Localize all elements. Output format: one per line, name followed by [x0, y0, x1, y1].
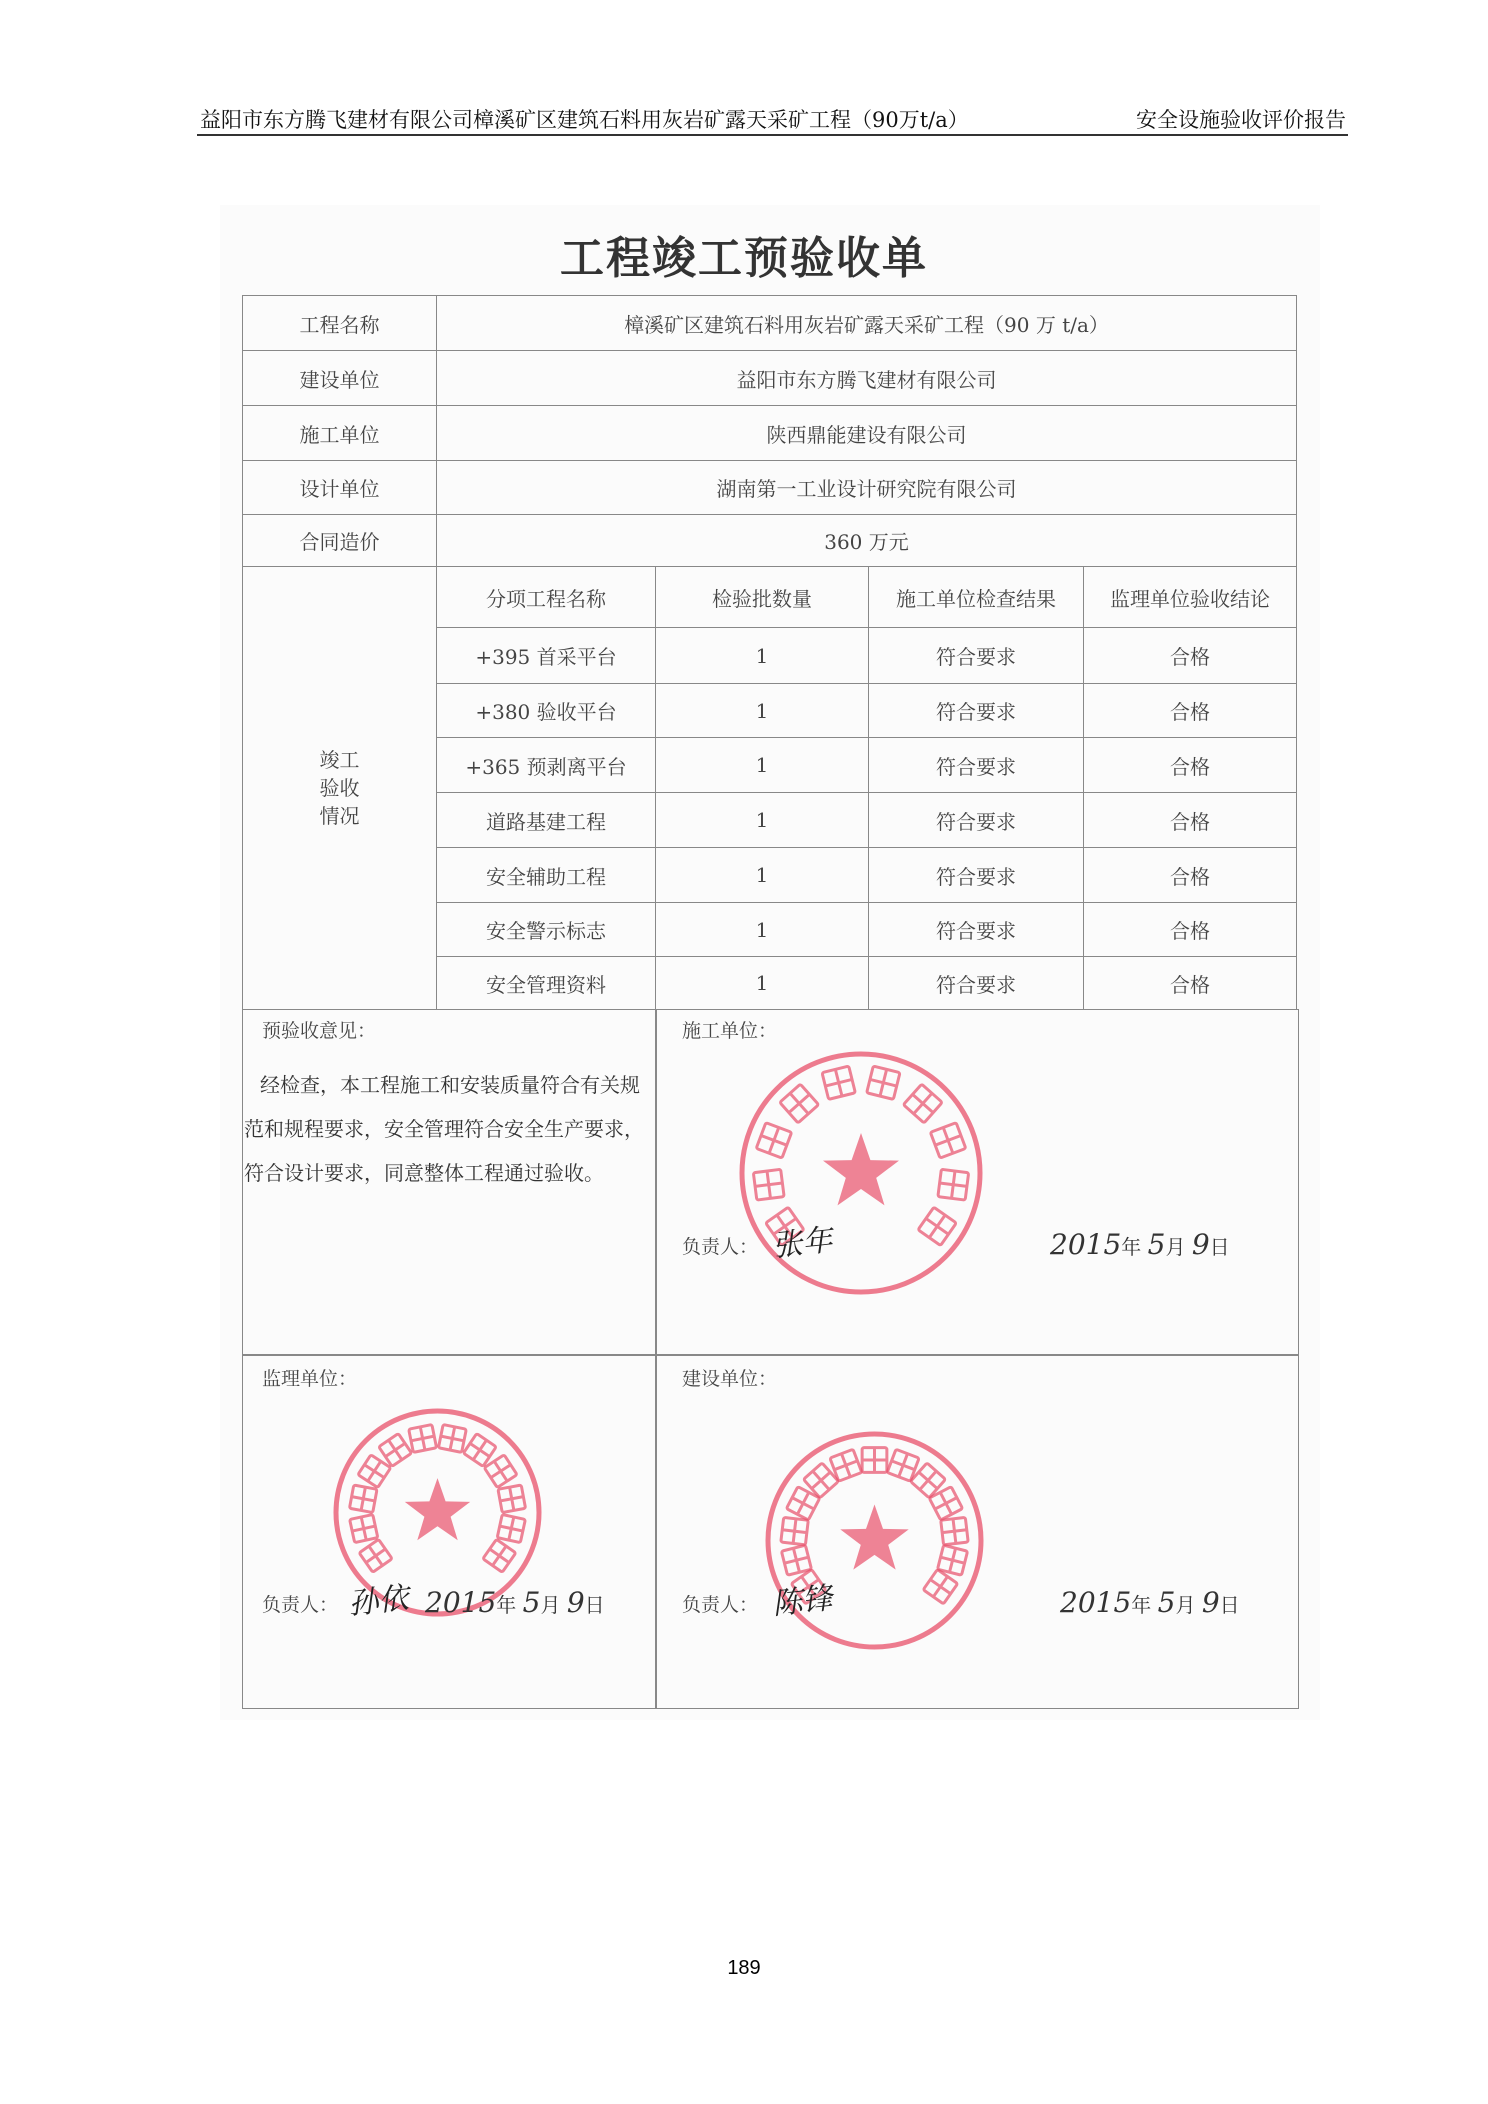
builder-label: 建设单位：	[682, 1368, 778, 1390]
row-value: 益阳市东方腾飞建材有限公司	[436, 350, 1297, 406]
sub-cell: 合格	[1083, 683, 1297, 738]
builder-date: 2015年 5月 9日	[1060, 1586, 1240, 1619]
row-label: 设计单位	[242, 460, 437, 515]
row-label: 工程名称	[242, 295, 437, 351]
row-value: 360 万元	[436, 514, 1297, 567]
sub-cell: 合格	[1083, 737, 1297, 793]
sub-cell: 合格	[1083, 792, 1297, 848]
row-value: 樟溪矿区建筑石料用灰岩矿露天采矿工程（90 万 t/a）	[436, 295, 1297, 351]
sub-header: 施工单位检查结果	[868, 566, 1084, 628]
builder-person-label: 负责人：	[682, 1594, 759, 1616]
star-icon	[405, 1478, 470, 1540]
sub-cell: 1	[655, 902, 869, 957]
header-left: 益阳市东方腾飞建材有限公司樟溪矿区建筑石料用灰岩矿露天采矿工程（90万t/a）	[200, 108, 969, 132]
sub-cell: 合格	[1083, 956, 1297, 1010]
star-icon	[823, 1133, 899, 1205]
construction-signature: 张年	[770, 1222, 835, 1265]
sub-cell: 符合要求	[868, 792, 1084, 848]
star-icon	[840, 1505, 908, 1570]
opinion-label: 预验收意见：	[262, 1020, 377, 1042]
sub-cell: 1	[655, 627, 869, 684]
supervision-date: 2015年 5月 9日	[425, 1586, 605, 1619]
form-title: 工程竣工预验收单	[560, 233, 928, 284]
sub-header: 监理单位验收结论	[1083, 566, 1297, 628]
sub-cell: 符合要求	[868, 627, 1084, 684]
sub-cell: 合格	[1083, 847, 1297, 903]
sub-cell: 符合要求	[868, 902, 1084, 957]
header-right: 安全设施验收评价报告	[1136, 108, 1346, 132]
row-label: 合同造价	[242, 514, 437, 567]
sub-cell: 安全管理资料	[436, 956, 656, 1010]
sub-cell: 1	[655, 792, 869, 848]
sub-cell: 符合要求	[868, 847, 1084, 903]
sub-cell: 1	[655, 683, 869, 738]
sub-header: 分项工程名称	[436, 566, 656, 628]
opinion-text: 经检查，本工程施工和安装质量符合有关规范和规程要求，安全管理符合安全生产要求，符合设计要求，同意整体工程通过验收。	[244, 1073, 644, 1185]
header-rule	[197, 134, 1348, 136]
row-label: 建设单位	[242, 350, 437, 406]
builder-signature: 陈锋	[770, 1580, 835, 1623]
construction-date: 2015年 5月 9日	[1050, 1228, 1230, 1261]
sub-cell: 安全警示标志	[436, 902, 656, 957]
sub-cell: 符合要求	[868, 683, 1084, 738]
sub-cell: 1	[655, 956, 869, 1010]
sub-cell: 合格	[1083, 902, 1297, 957]
sub-cell: +395 首采平台	[436, 627, 656, 684]
sub-cell: +380 验收平台	[436, 683, 656, 738]
supervision-signature: 孙依	[346, 1580, 411, 1623]
page-number: 189	[727, 1957, 761, 1979]
sub-cell: 1	[655, 737, 869, 793]
sub-cell: +365 预剥离平台	[436, 737, 656, 793]
sub-cell: 符合要求	[868, 956, 1084, 1010]
sub-cell: 合格	[1083, 627, 1297, 684]
construction-person-label: 负责人：	[682, 1236, 759, 1258]
sub-cell: 道路基建工程	[436, 792, 656, 848]
row-value: 陕西鼎能建设有限公司	[436, 405, 1297, 461]
sub-cell: 安全辅助工程	[436, 847, 656, 903]
completion-label: 竣工 验收 情况	[242, 566, 437, 1010]
row-value: 湖南第一工业设计研究院有限公司	[436, 460, 1297, 515]
sub-cell: 1	[655, 847, 869, 903]
supervision-label: 监理单位：	[262, 1368, 358, 1390]
sub-cell: 符合要求	[868, 737, 1084, 793]
row-label: 施工单位	[242, 405, 437, 461]
sub-header: 检验批数量	[655, 566, 869, 628]
supervision-person-label: 负责人：	[262, 1594, 339, 1616]
construction-label: 施工单位：	[682, 1020, 778, 1042]
